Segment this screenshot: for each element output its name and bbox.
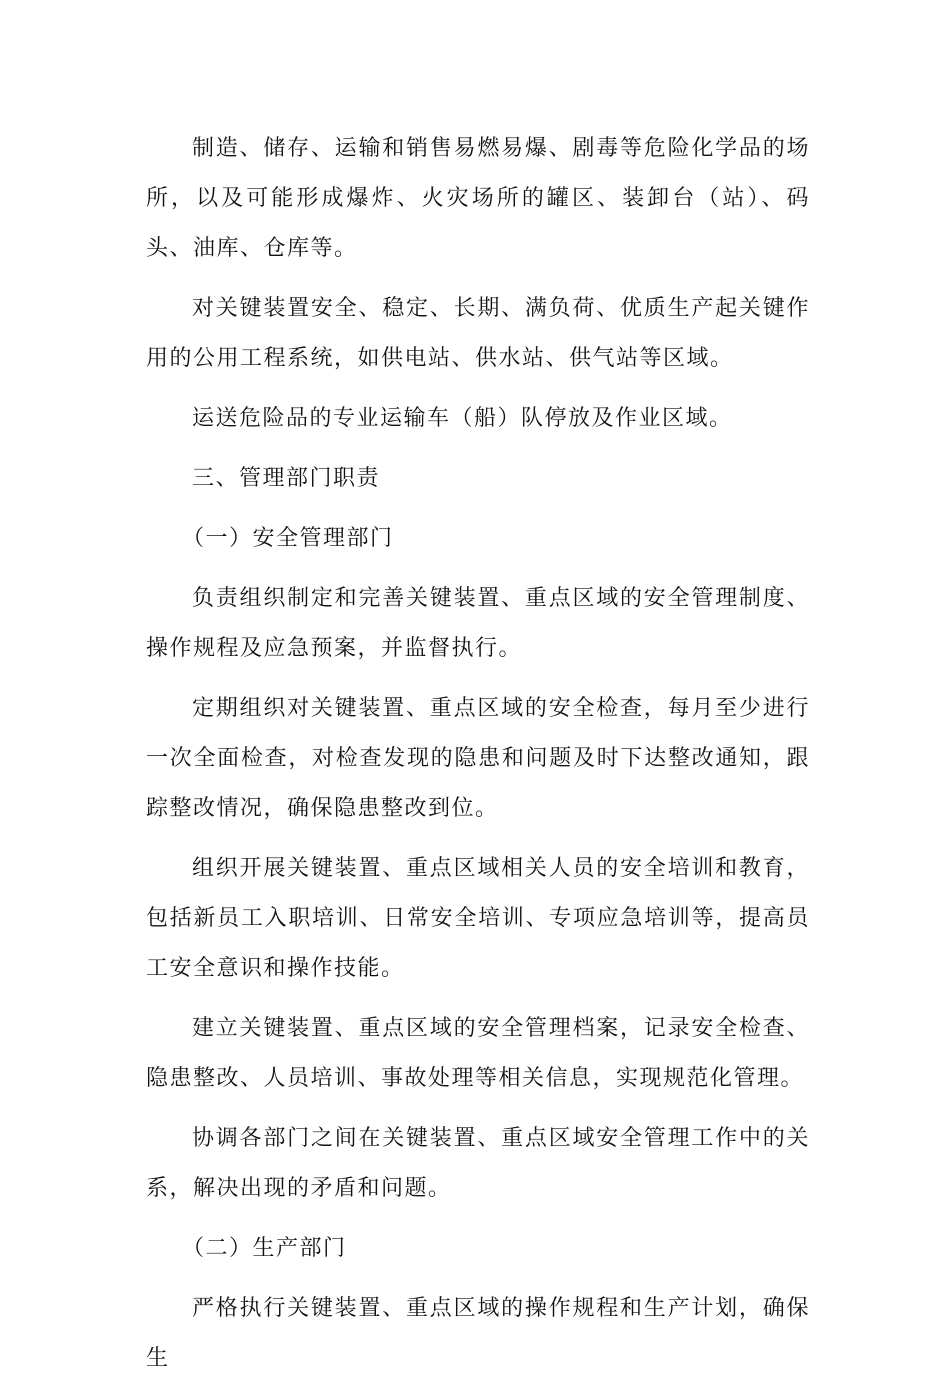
paragraph-utility-systems: 对关键装置安全、稳定、长期、满负荷、优质生产起关键作用的公用工程系统，如供电站、供水站、供气站等区域。 [146,296,810,371]
section-heading-responsibilities: 三、管理部门职责 [192,466,381,491]
paragraph-safety-dept-coordination: 协调各部门之间在关键装置、重点区域安全管理工作中的关系，解决出现的矛盾和问题。 [146,1126,810,1201]
paragraph-safety-dept-archives: 建立关键装置、重点区域的安全管理档案，记录安全检查、隐患整改、人员培训、事故处理等相关信息，实现规范化管理。 [146,1016,810,1091]
paragraph-transport-fleet: 运送危险品的专业运输车（船）队停放及作业区域。 [192,406,733,431]
subsection-heading-safety-dept: （一）安全管理部门 [182,526,394,551]
subsection-heading-production-dept: （二）生产部门 [182,1236,347,1261]
paragraph-hazardous-sites: 制造、储存、运输和销售易燃易爆、剧毒等危险化学品的场所，以及可能形成爆炸、火灾场所的罐区、装卸台（站）、码头、油库、仓库等。 [146,136,810,261]
document-body [146,124,810,1394]
paragraph-safety-dept-training: 组织开展关键装置、重点区域相关人员的安全培训和教育，包括新员工入职培训、日常安全培训、专项应急培训等，提高员工安全意识和操作技能。 [146,856,810,981]
paragraph-safety-dept-rules: 负责组织制定和完善关键装置、重点区域的安全管理制度、操作规程及应急预案，并监督执行。 [146,586,810,661]
paragraph-safety-dept-inspections: 定期组织对关键装置、重点区域的安全检查，每月至少进行一次全面检查，对检查发现的隐患和问题及时下达整改通知，跟踪整改情况，确保隐患整改到位。 [146,696,810,821]
paragraph-production-dept-operations: 严格执行关键装置、重点区域的操作规程和生产计划，确保生 [146,1296,810,1371]
